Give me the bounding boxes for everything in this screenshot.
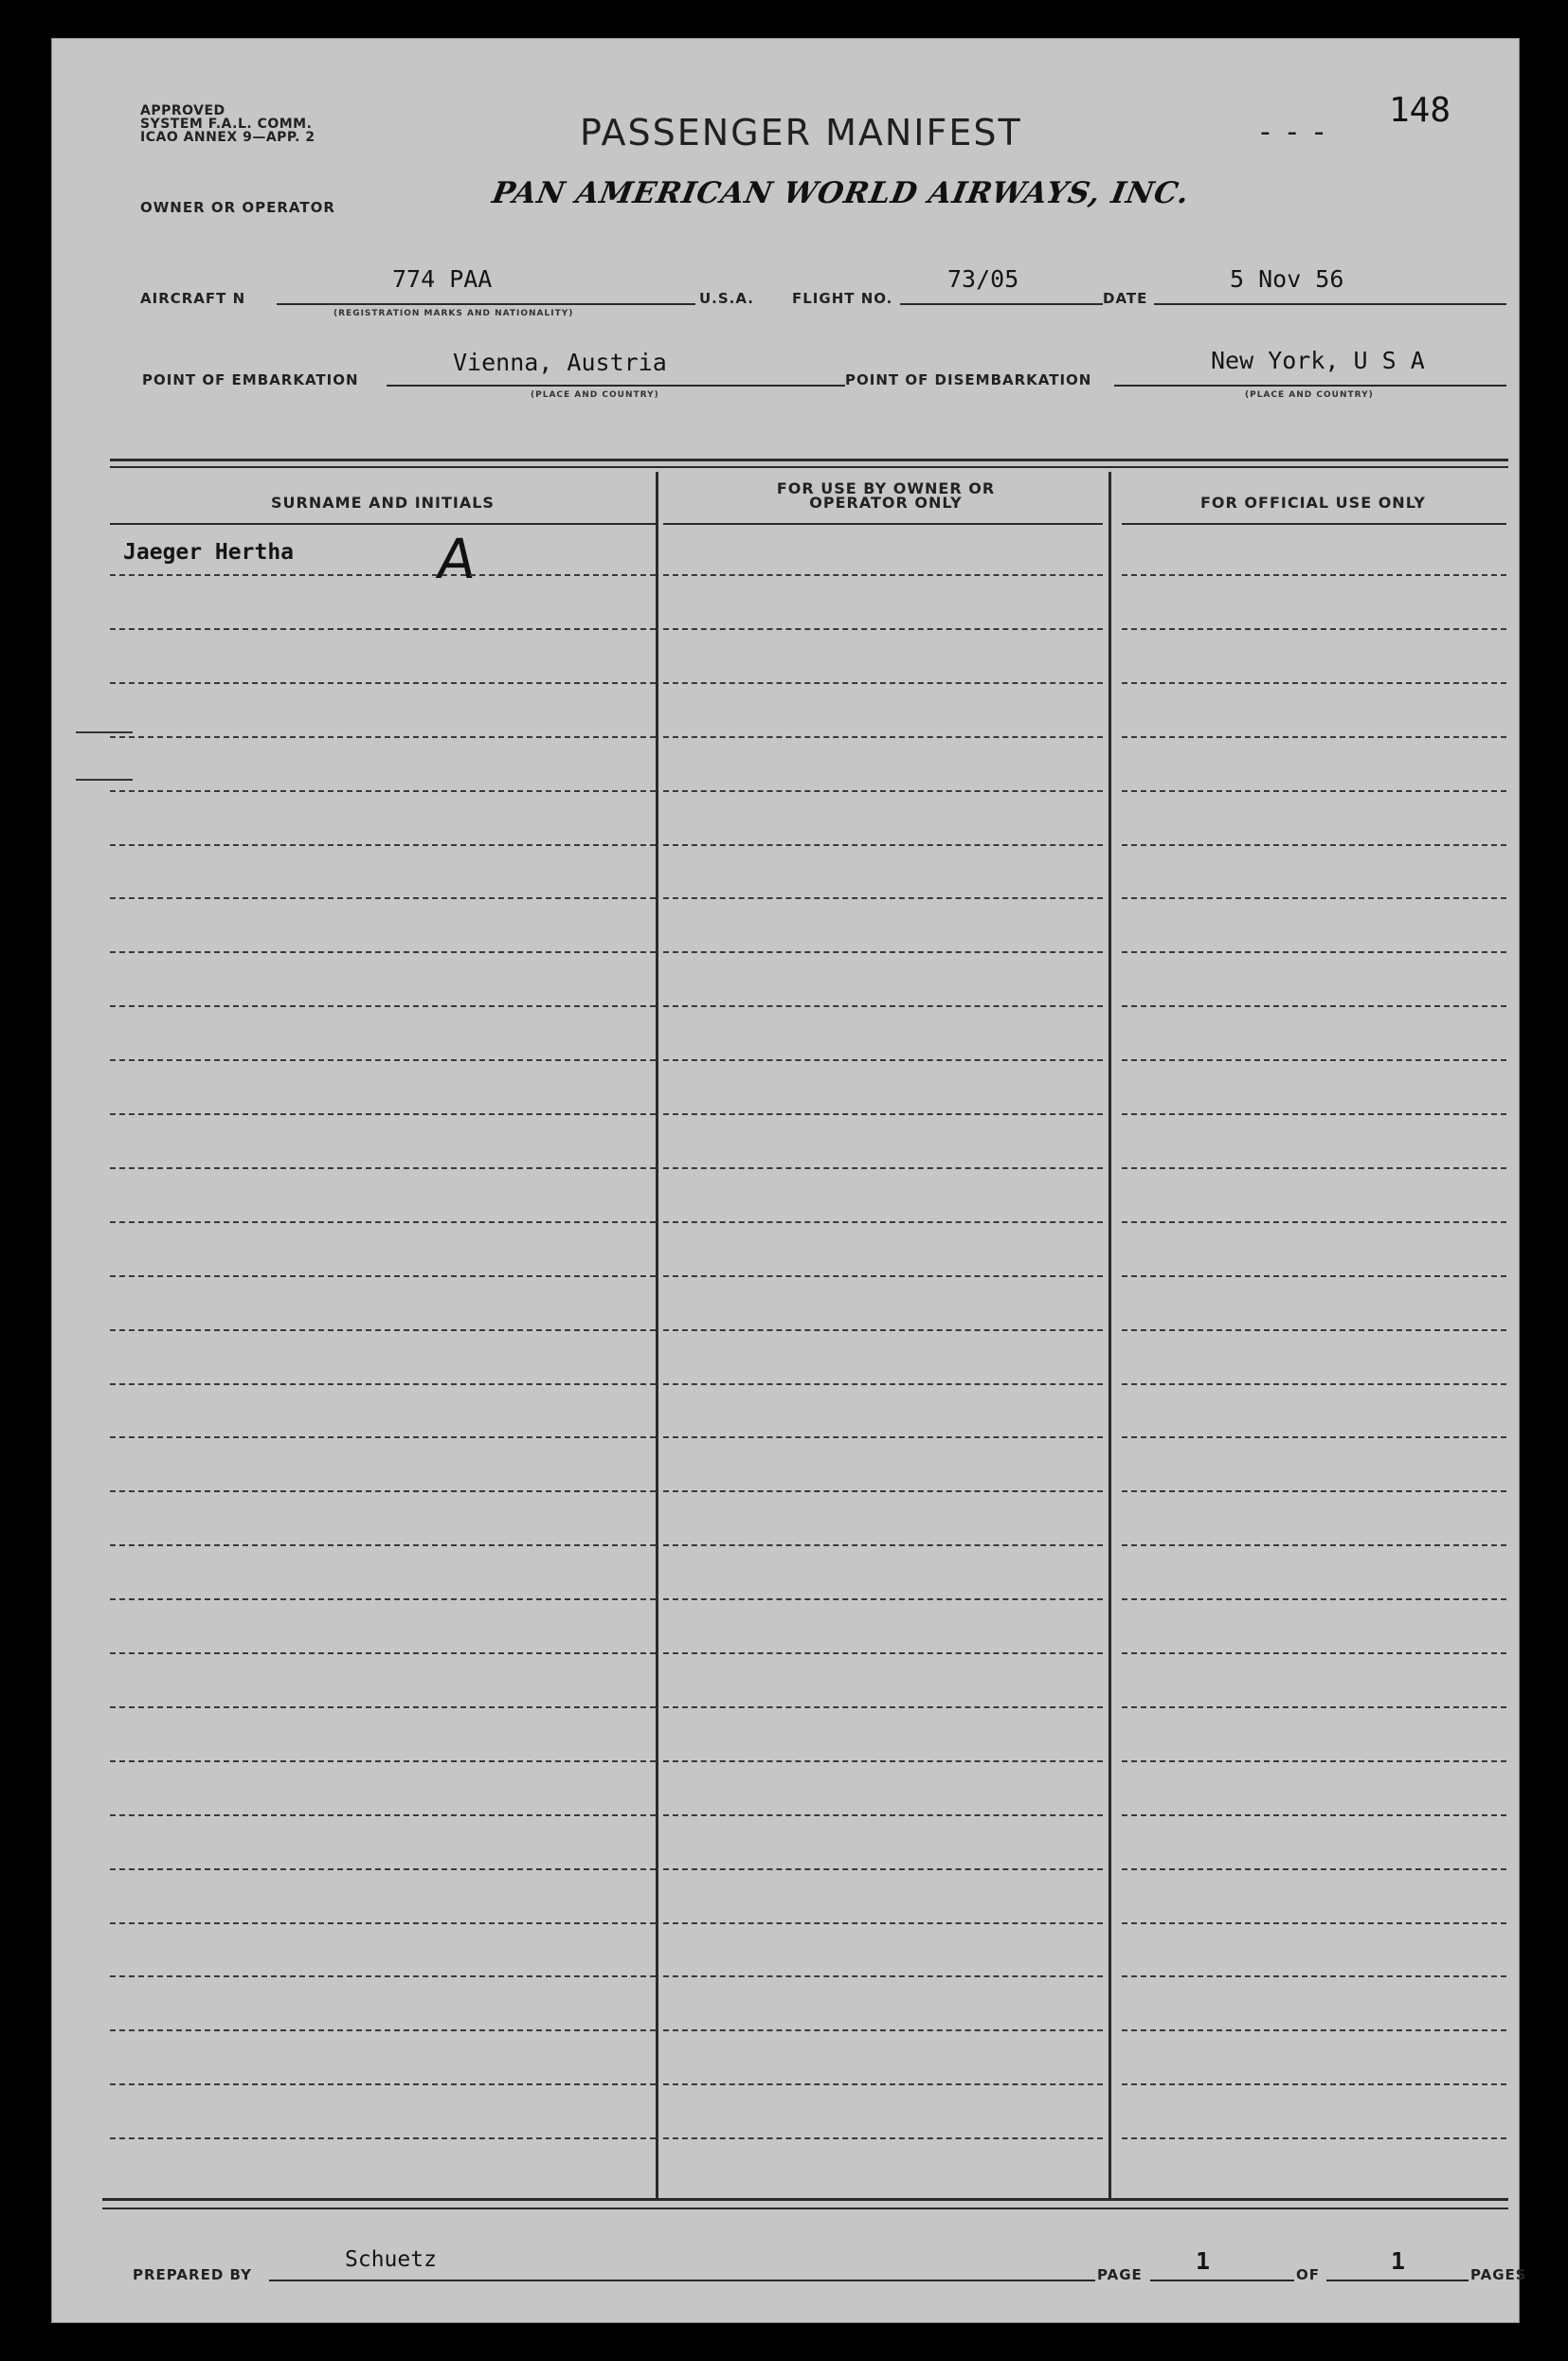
usa-label: U.S.A. (699, 290, 754, 307)
ruled-line (663, 1329, 1103, 1331)
ruled-line (1122, 682, 1506, 684)
manifest-number: 148 (1389, 91, 1451, 130)
ruled-line (663, 1598, 1103, 1600)
ruled-line (663, 1436, 1103, 1438)
ruled-line (110, 1167, 656, 1169)
handwritten-mark: A (433, 527, 480, 591)
ruled-line (110, 1275, 656, 1277)
ruled-line (110, 1868, 656, 1870)
approval-line: APPROVED (140, 103, 225, 118)
ruled-line (110, 1383, 656, 1385)
ruled-line (663, 682, 1103, 684)
ruled-line (110, 1652, 656, 1654)
ruled-line (663, 1814, 1103, 1816)
ruled-line (1122, 1113, 1506, 1115)
prepared-underline (269, 2280, 1095, 2281)
ruled-line (663, 1059, 1103, 1061)
ruled-line (110, 1329, 656, 1331)
ruled-line (1122, 1490, 1506, 1492)
ruled-line (110, 790, 656, 792)
page-value: 1 (1196, 2247, 1211, 2275)
approval-stamp (140, 104, 315, 144)
ruled-line (663, 574, 1103, 576)
ruled-line (1122, 844, 1506, 846)
ruled-line (663, 1868, 1103, 1870)
ruled-line (110, 682, 656, 684)
ruled-line (110, 897, 656, 899)
ruled-line (110, 736, 656, 738)
ruled-line (1122, 1706, 1506, 1708)
aircraft-underline (277, 303, 695, 305)
disembarkation-underline (1114, 385, 1506, 387)
ruled-line (1122, 1436, 1506, 1438)
column-header-surname: SURNAME AND INITIALS (271, 494, 495, 512)
flight-value: 73/05 (947, 265, 1019, 293)
ruled-line (663, 1760, 1103, 1762)
ruled-line (110, 1598, 656, 1600)
date-underline (1154, 303, 1506, 305)
ruled-line (663, 736, 1103, 738)
table-top-rule (110, 459, 1508, 461)
column-header-owner: FOR USE BY OWNER OR OPERATOR ONLY (776, 479, 996, 512)
ruled-line (1122, 1275, 1506, 1277)
embarkation-caption: (PLACE AND COUNTRY) (531, 390, 659, 400)
aircraft-caption: (REGISTRATION MARKS AND NATIONALITY) (333, 309, 574, 318)
disembarkation-caption: (PLACE AND COUNTRY) (1245, 390, 1374, 400)
ruled-line (1122, 1005, 1506, 1007)
ruled-line (663, 1005, 1103, 1007)
ruled-line (1122, 1329, 1506, 1331)
ruled-line (1122, 1868, 1506, 1870)
approval-line: SYSTEM F.A.L. COMM. (140, 117, 313, 132)
ruled-line (110, 951, 656, 953)
pages-label: PAGES (1470, 2266, 1527, 2283)
ruled-line (663, 790, 1103, 792)
ruled-line (110, 1706, 656, 1708)
ruled-line (663, 628, 1103, 630)
aircraft-label: AIRCRAFT N (140, 290, 246, 307)
ruled-line (663, 1167, 1103, 1169)
date-label: DATE (1103, 290, 1148, 307)
flight-label: FLIGHT NO. (792, 290, 893, 307)
ruled-line (110, 1814, 656, 1816)
ruled-line (110, 1113, 656, 1115)
header-underline (663, 523, 1103, 525)
ruled-line (110, 574, 656, 576)
date-value: 5 Nov 56 (1230, 265, 1344, 293)
ruled-line (1122, 574, 1506, 576)
ruled-line (110, 1975, 656, 1977)
ruled-line (663, 1113, 1103, 1115)
embarkation-label: POINT OF EMBARKATION (142, 371, 359, 388)
ruled-line (110, 2029, 656, 2031)
ruled-line (110, 1059, 656, 1061)
ruled-line (1122, 2029, 1506, 2031)
ruled-line (663, 1652, 1103, 1654)
ruled-line (663, 951, 1103, 953)
ruled-line (663, 2029, 1103, 2031)
column-divider-1 (656, 472, 658, 2200)
ruled-line (110, 2083, 656, 2085)
margin-mark (76, 731, 133, 733)
page-title: PASSENGER MANIFEST (580, 112, 1022, 153)
ruled-line (110, 1221, 656, 1223)
table-top-rule-inner (110, 466, 1508, 468)
embarkation-value: Vienna, Austria (453, 349, 667, 376)
ruled-line (663, 1490, 1103, 1492)
ruled-line (1122, 1544, 1506, 1546)
ruled-line (1122, 1167, 1506, 1169)
prepared-label: PREPARED BY (133, 2266, 252, 2283)
ruled-line (1122, 897, 1506, 899)
of-value: 1 (1391, 2247, 1406, 2275)
ruled-line (1122, 1922, 1506, 1924)
table-bottom-rule-inner (102, 2208, 1508, 2209)
ruled-line (1122, 1975, 1506, 1977)
header-underline (110, 523, 656, 525)
header-underline (1122, 523, 1506, 525)
title-dash: - - - (1260, 116, 1328, 149)
table-bottom-rule (102, 2198, 1508, 2201)
ruled-line (663, 2083, 1103, 2085)
ruled-line (110, 1005, 656, 1007)
ruled-line (1122, 628, 1506, 630)
prepared-value: Schuetz (345, 2247, 437, 2272)
ruled-line (663, 2137, 1103, 2139)
ruled-line (1122, 1814, 1506, 1816)
disembarkation-label: POINT OF DISEMBARKATION (845, 371, 1092, 388)
ruled-line (1122, 790, 1506, 792)
ruled-line (663, 897, 1103, 899)
operator-label: OWNER OR OPERATOR (140, 199, 335, 216)
ruled-line (663, 1275, 1103, 1277)
ruled-line (1122, 2083, 1506, 2085)
of-label: OF (1296, 2266, 1320, 2283)
page-label: PAGE (1097, 2266, 1143, 2283)
ruled-line (1122, 736, 1506, 738)
ruled-line (110, 1544, 656, 1546)
column-divider-2 (1108, 472, 1111, 2200)
ruled-line (663, 844, 1103, 846)
operator-value: PAN AMERICAN WORLD AIRWAYS, INC. (489, 176, 1193, 210)
column-header-official: FOR OFFICIAL USE ONLY (1200, 494, 1426, 512)
approval-line: ICAO ANNEX 9—APP. 2 (140, 130, 315, 145)
ruled-line (663, 1922, 1103, 1924)
ruled-line (1122, 1059, 1506, 1061)
page-underline (1150, 2280, 1294, 2281)
ruled-line (110, 844, 656, 846)
ruled-line (1122, 1598, 1506, 1600)
ruled-line (1122, 1383, 1506, 1385)
ruled-line (663, 1975, 1103, 1977)
aircraft-value: 774 PAA (392, 265, 493, 293)
margin-mark (76, 779, 133, 781)
disembarkation-value: New York, U S A (1211, 347, 1425, 374)
ruled-line (110, 1760, 656, 1762)
ruled-line (1122, 951, 1506, 953)
ruled-line (110, 1490, 656, 1492)
ruled-line (663, 1383, 1103, 1385)
ruled-line (110, 1922, 656, 1924)
ruled-line (1122, 1760, 1506, 1762)
ruled-line (1122, 2137, 1506, 2139)
passenger-name: Jaeger Hertha (123, 540, 295, 565)
embarkation-underline (387, 385, 845, 387)
ruled-line (663, 1544, 1103, 1546)
ruled-line (663, 1706, 1103, 1708)
ruled-line (1122, 1652, 1506, 1654)
ruled-line (110, 628, 656, 630)
ruled-line (110, 2137, 656, 2139)
ruled-line (663, 1221, 1103, 1223)
ruled-line (1122, 1221, 1506, 1223)
flight-underline (900, 303, 1103, 305)
of-underline (1326, 2280, 1469, 2281)
ruled-line (110, 1436, 656, 1438)
